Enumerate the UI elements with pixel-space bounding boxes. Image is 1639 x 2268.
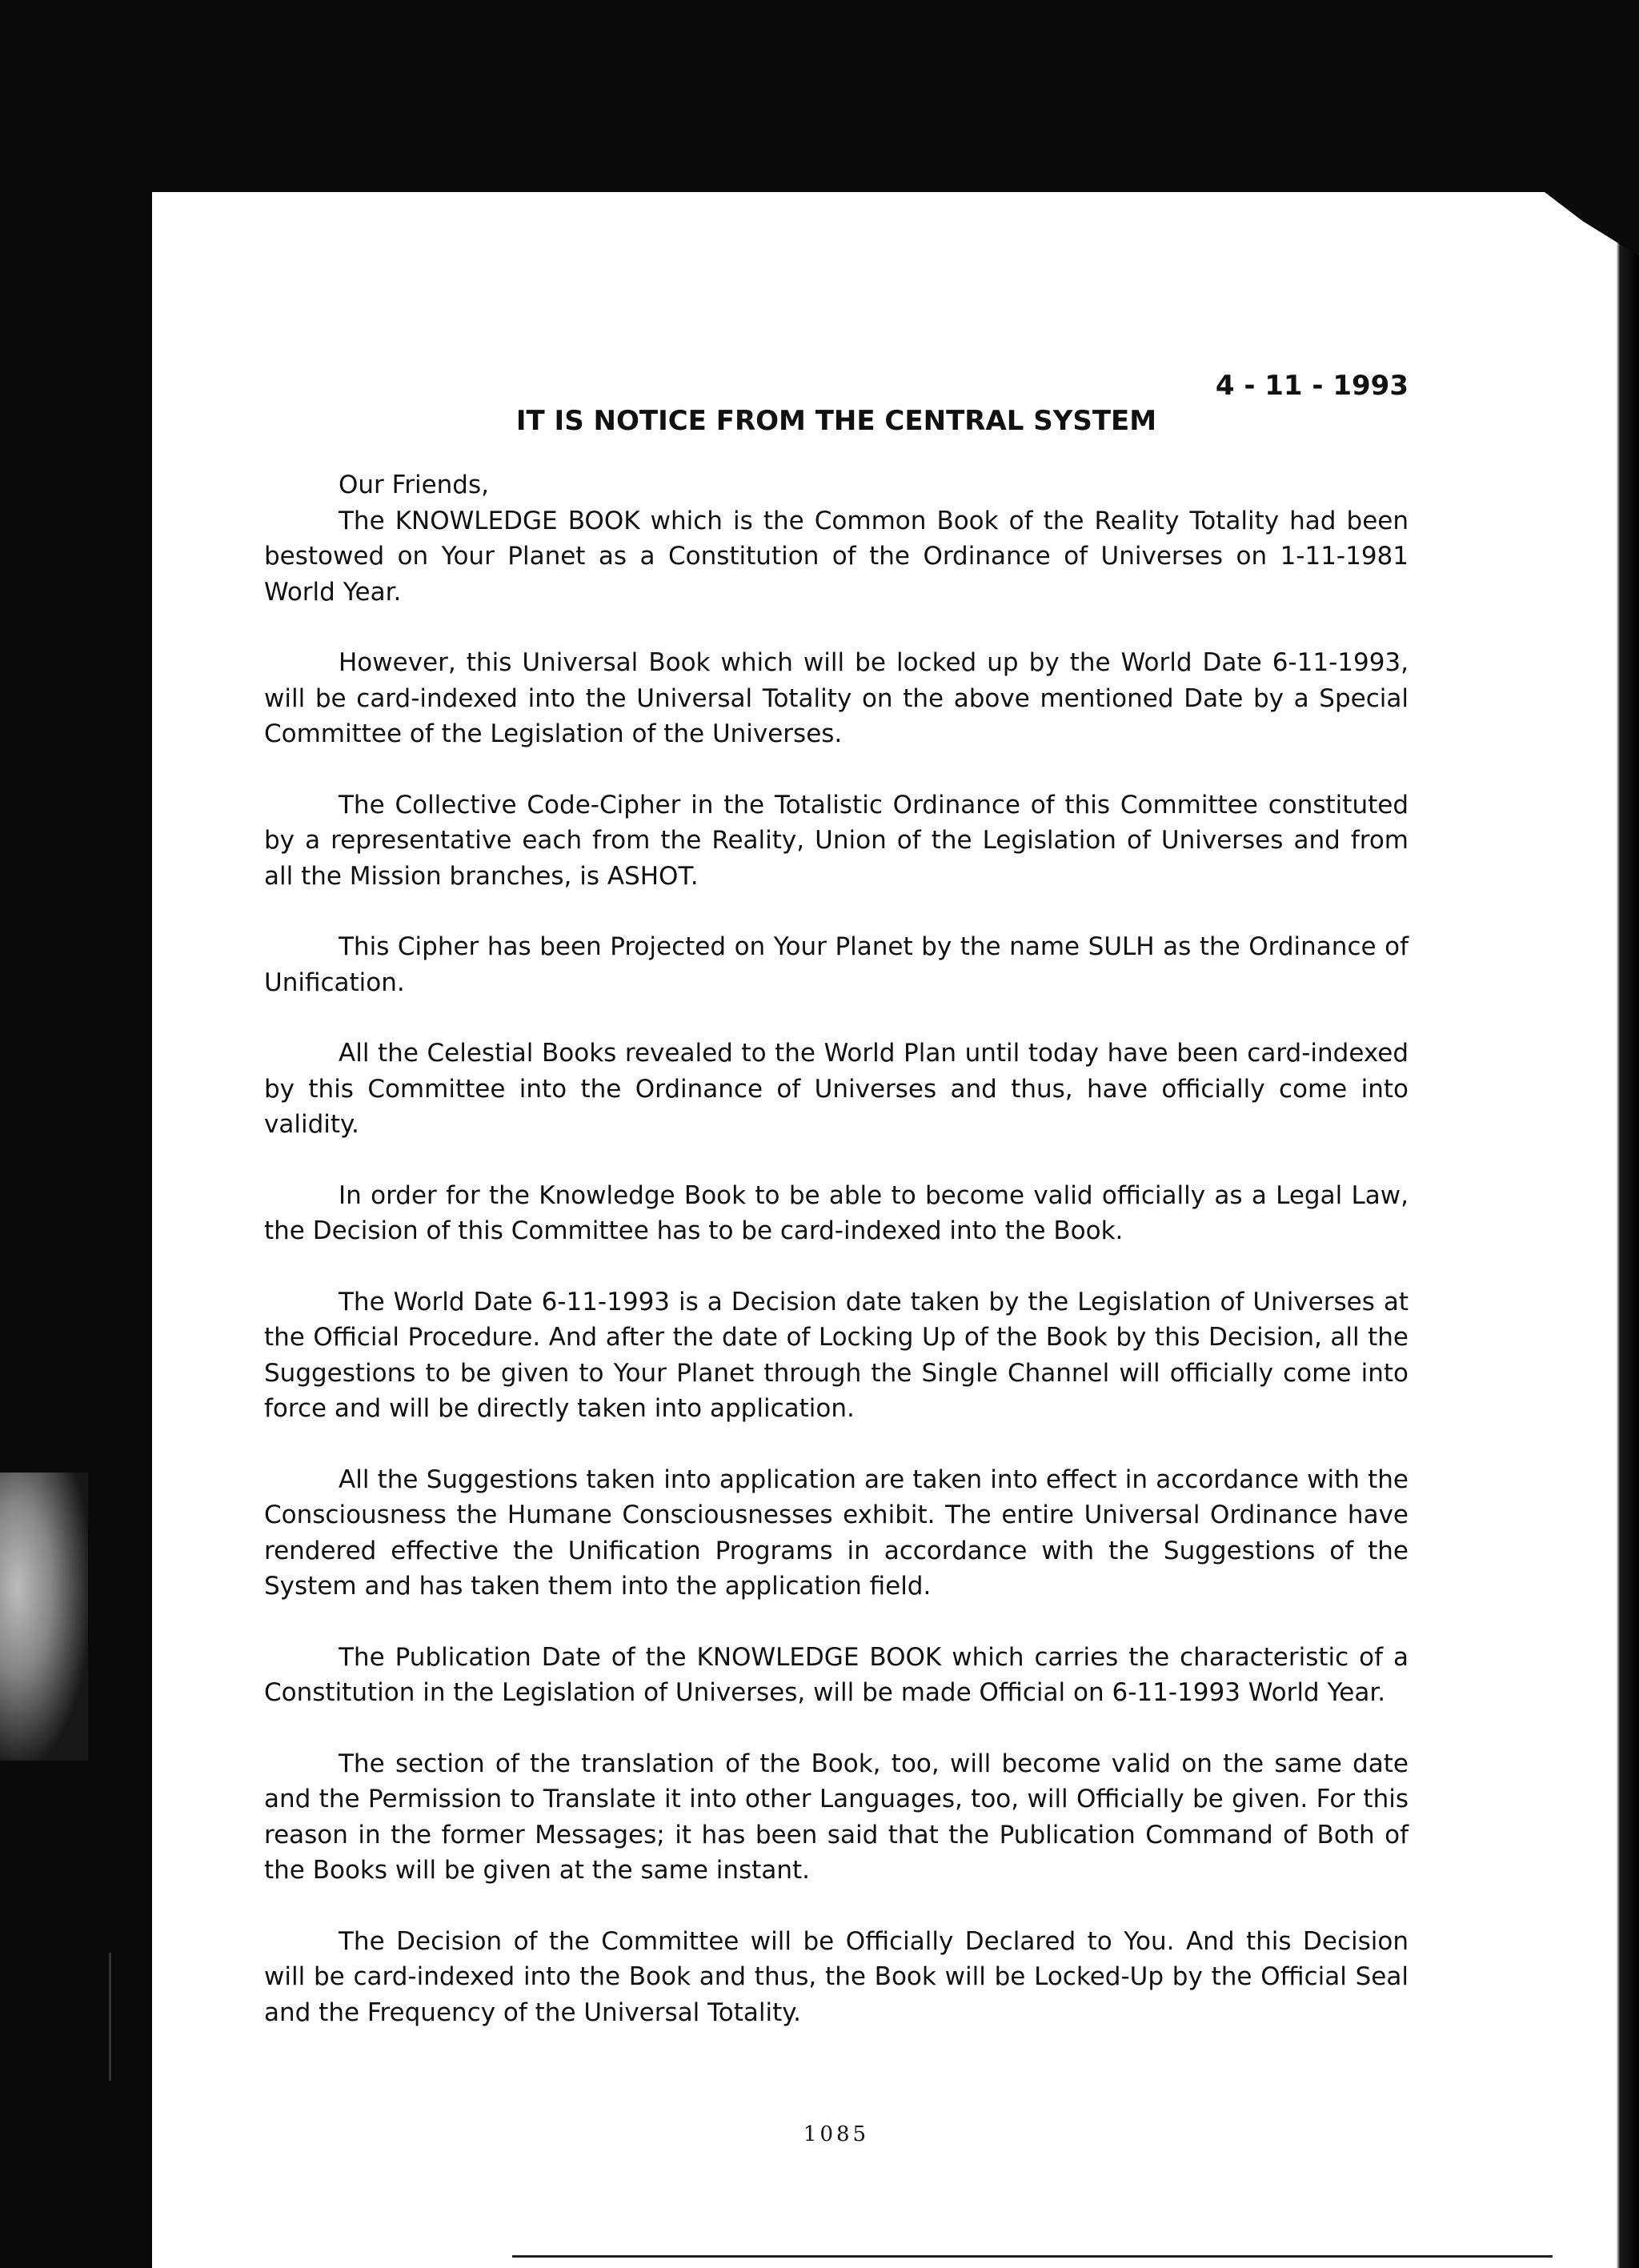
bottom-rule-line: [512, 2255, 1553, 2258]
document-body: [264, 368, 1409, 2146]
paragraph-6: In order for the Knowledge Book to be able to become valid officially as a Legal Law, the Decision of this Committee has to be card-indexed into the Book.: [264, 1180, 1409, 1245]
page-number: 1085: [803, 2122, 870, 2146]
paragraph-11: The Decision of the Committee will be Officially Declared to You. And this Decision will be card-indexed into the Book and thus, the Book will be Locked-Up by the Official Seal and the Frequency of the Universal Totality.: [264, 1926, 1409, 2027]
document-title: IT IS NOTICE FROM THE CENTRAL SYSTEM: [515, 405, 1157, 437]
paragraph-4: This Cipher has been Projected on Your Planet by the name SULH as the Ordinance of Unification.: [264, 932, 1409, 997]
paragraph-5: All the Celestial Books revealed to the World Plan until today have been card-indexed by this Committee into the Ordinance of Universes and thus, have officially come into validity.: [264, 1039, 1409, 1139]
greeting: Our Friends,: [339, 471, 489, 499]
paragraph-9: The Publication Date of the KNOWLEDGE BOOK which carries the characteristic of a Constitution in the Legislation of Universes, will be made Official on 6-11-1993 World Year.: [264, 1642, 1409, 1707]
paragraph-7: The World Date 6-11-1993 is a Decision date taken by the Legislation of Universes at the Official Procedure. And after the date of Locking Up of the Book by this Decision, all the Suggestions to be given to Your Planet through the Single Channel will officially come into force and will be directly taken into application.: [264, 1287, 1409, 1423]
page-right-shadow: [1589, 192, 1639, 2268]
scan-smudge: [0, 1473, 88, 1761]
paragraph-2: However, this Universal Book which will be locked up by the World Date 6-11-1993, will be card-indexed into the Universal Totality on the above mentioned Date by a Special Committee of the Legislation of the Universes.: [264, 648, 1409, 748]
paragraph-8: All the Suggestions taken into application are taken into effect in accordance with the Consciousness the Humane Consciousnesses exhibit. The entire Universal Ordinance have rendered effective the Unification Programs in accordance with the Suggestions of the System and has taken them into the application field.: [264, 1465, 1409, 1601]
paragraph-10: The section of the translation of the Book, too, will become valid on the same date and the Permission to Translate it into other Languages, too, will Officially be given. For this reason in the former Messages; it has been said that the Publication Command of Both of the Books will be given at the same instant.: [264, 1749, 1409, 1885]
document-date: 4 - 11 - 1993: [1215, 370, 1409, 402]
paragraph-1: The KNOWLEDGE BOOK which is the Common Book of the Reality Totality had been bestowed on Your Planet as a Constitution of the Ordinance of Universes on 1-11-1981 World Year.: [264, 506, 1409, 607]
margin-mark: [109, 1953, 111, 2081]
paragraph-3: The Collective Code-Cipher in the Totalistic Ordinance of this Committee constituted by a representative each from the Reality, Union of the Legislation of Universes and from all the Mission branches, is ASHOT.: [264, 790, 1409, 891]
